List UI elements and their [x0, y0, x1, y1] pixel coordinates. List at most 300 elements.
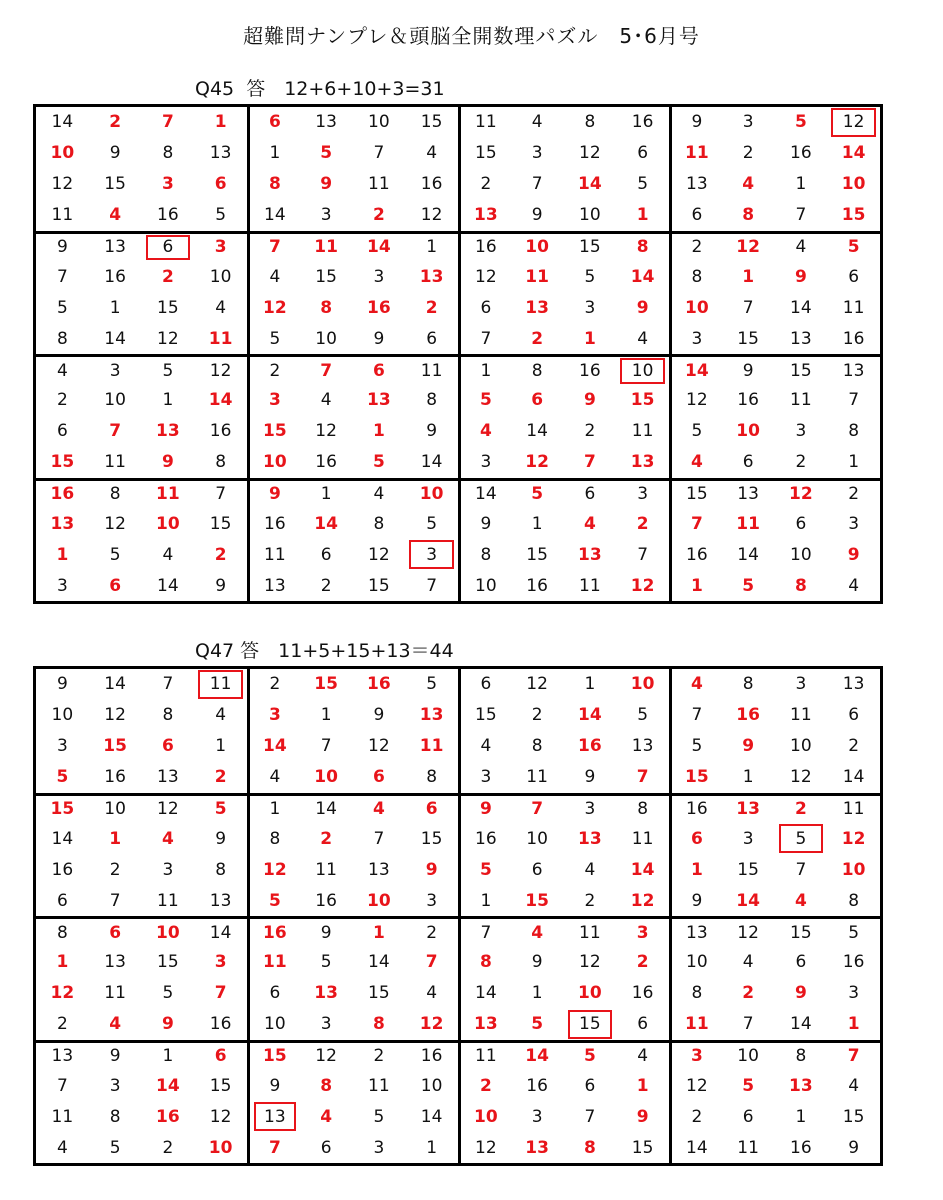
grid-cell: 6 — [247, 978, 300, 1009]
grid-cell: 14 — [737, 544, 759, 565]
grid-cell: 6 — [56, 890, 68, 911]
grid-cell: 3 — [161, 174, 174, 195]
grid-cell: 7 — [531, 174, 543, 195]
grid-cell: 3 — [531, 143, 543, 164]
grid-cell: 7 — [56, 266, 68, 287]
grid-cell: 9 — [458, 508, 511, 539]
grid-cell: 2 — [109, 112, 122, 133]
grid-cell: 4 — [583, 513, 596, 534]
grid-cell: 4 — [109, 1014, 122, 1035]
grid-cell: 16 — [104, 767, 126, 788]
grid-cell: 15 — [841, 205, 866, 226]
grid-cell: 10 — [722, 1040, 775, 1071]
grid-cell: 10 — [511, 231, 564, 262]
grid-cell: 12 — [630, 575, 655, 596]
grid-cell: 10 — [669, 947, 722, 978]
grid-cell: 16 — [458, 231, 511, 262]
grid-cell: 10 — [367, 890, 391, 911]
grid-cell: 15 — [157, 297, 179, 318]
grid-cell: 3 — [109, 1075, 121, 1096]
grid-cell: 16 — [157, 205, 179, 226]
grid-cell: 16 — [104, 266, 126, 287]
grid-cell: 9 — [584, 767, 596, 788]
grid-cell: 10 — [841, 174, 866, 195]
grid-cell: 8 — [162, 143, 174, 164]
grid-cell: 11 — [157, 890, 179, 911]
grid-cell: 7 — [56, 1075, 68, 1096]
grid-cell: 2 — [742, 143, 754, 164]
grid-cell: 9 — [794, 266, 807, 287]
grid-cell: 14 — [841, 143, 866, 164]
grid-cell: 2 — [320, 828, 333, 849]
grid-cell: 5 — [827, 231, 880, 262]
grid-cell: 16 — [156, 1106, 180, 1127]
grid-cell: 2 — [669, 1101, 722, 1132]
q45-answer-label: Q45 答 12+6+10+3=31 — [195, 78, 445, 100]
grid-cell: 12 — [579, 952, 601, 973]
grid-cell: 6 — [194, 1040, 247, 1071]
grid-cell: 13 — [630, 452, 655, 473]
grid-cell: 13 — [631, 736, 654, 757]
grid-cell: 15 — [737, 859, 759, 880]
grid-cell: 8 — [775, 1040, 828, 1071]
grid-cell: 4 — [742, 174, 755, 195]
grid-cell: 4 — [161, 828, 174, 849]
grid-cell: 2 — [669, 231, 722, 262]
grid-cell: 16 — [790, 143, 812, 164]
grid-cell: 9 — [669, 885, 722, 916]
grid-cell: 16 — [209, 421, 232, 442]
grid-cell: 4 — [353, 793, 406, 824]
grid-cell: 13 — [722, 793, 775, 824]
grid-cell: 4 — [162, 544, 174, 565]
grid-cell: 13 — [842, 674, 865, 695]
grid-cell: 11 — [368, 174, 390, 195]
grid-cell: 9 — [36, 231, 89, 262]
grid-cell: 2 — [584, 421, 596, 442]
grid-cell: 14 — [247, 731, 300, 762]
grid-cell: 7 — [109, 890, 121, 911]
grid-cell: 5 — [109, 1137, 121, 1158]
grid-cell: 15 — [669, 478, 722, 509]
grid-cell: 8 — [215, 452, 227, 473]
grid-cell: 11 — [300, 231, 353, 262]
grid-cell: 16 — [631, 983, 654, 1004]
grid-cell: 16 — [737, 390, 759, 411]
grid-cell: 12 — [368, 736, 390, 757]
grid-cell: 11 — [737, 1137, 759, 1158]
grid-cell: 13 — [789, 1075, 813, 1096]
grid-cell: 8 — [320, 297, 333, 318]
grid-cell: 1 — [300, 478, 353, 509]
grid-cell: 7 — [669, 700, 722, 731]
grid-cell: 6 — [89, 916, 142, 947]
grid-cell: 8 — [320, 1075, 333, 1096]
grid-cell: 6 — [320, 1137, 332, 1158]
grid-cell: 4 — [56, 1137, 68, 1158]
grid-cell: 15 — [458, 138, 511, 169]
grid-cell: 12 — [157, 328, 179, 349]
grid-cell: 14 — [104, 328, 126, 349]
grid-cell: 5 — [56, 297, 68, 318]
grid-cell: 10 — [208, 1137, 233, 1158]
grid-cell: 11 — [405, 354, 458, 385]
grid-cell: 6 — [584, 1075, 596, 1096]
grid-cell: 13 — [209, 143, 232, 164]
grid-cell: 11 — [669, 1009, 722, 1040]
grid-cell: 13 — [209, 890, 232, 911]
grid-cell: 4 — [458, 416, 511, 447]
grid-cell: 12 — [775, 478, 828, 509]
grid-cell: 8 — [583, 1137, 596, 1158]
grid-cell: 16 — [315, 890, 337, 911]
grid-cell: 7 — [795, 205, 807, 226]
grid-cell: 7 — [458, 323, 511, 354]
grid-cell: 5 — [215, 205, 227, 226]
grid-cell: 4 — [215, 705, 227, 726]
grid-cell: 9 — [56, 674, 68, 695]
grid-cell: 16 — [842, 952, 865, 973]
grid-cell: 1 — [584, 674, 596, 695]
grid-cell: 13 — [578, 828, 602, 849]
grid-cell: 6 — [531, 859, 543, 880]
grid-cell: 3 — [214, 952, 227, 973]
grid-cell: 2 — [458, 1070, 511, 1101]
grid-cell: 10 — [578, 983, 602, 1004]
grid-cell: 10 — [458, 570, 511, 601]
grid-cell: 11 — [51, 205, 74, 226]
grid-cell: 7 — [194, 478, 247, 509]
grid-cell: 9 — [531, 205, 543, 226]
grid-cell: 9 — [109, 143, 121, 164]
grid-cell: 9 — [583, 390, 596, 411]
grid-cell: 1 — [531, 513, 543, 534]
grid-cell: 2 — [214, 544, 227, 565]
grid-cell: 13 — [669, 916, 722, 947]
grid-cell: 9 — [794, 983, 807, 1004]
grid-cell: 9 — [320, 174, 333, 195]
grid-cell: 7 — [795, 859, 807, 880]
grid-cell: 14 — [630, 859, 655, 880]
grid-cell: 6 — [214, 174, 227, 195]
grid-cell: 5 — [669, 731, 722, 762]
grid-cell: 9 — [742, 736, 755, 757]
grid-cell: 7 — [827, 1040, 880, 1071]
grid-cell: 9 — [531, 952, 543, 973]
grid-cell: 7 — [848, 390, 860, 411]
grid-cell: 2 — [742, 983, 755, 1004]
grid-cell: 4 — [775, 231, 828, 262]
grid-cell: 5 — [426, 674, 438, 695]
grid-cell: 14 — [736, 890, 760, 911]
grid-cell: 9 — [636, 1106, 649, 1127]
grid-cell: 14 — [420, 452, 443, 473]
grid-cell: 2 — [636, 513, 649, 534]
grid-cell: 15 — [458, 700, 511, 731]
grid-cell: 9 — [215, 828, 227, 849]
grid-cell: 13 — [315, 112, 337, 133]
grid-cell: 2 — [848, 736, 860, 757]
grid-cell: 7 — [669, 508, 722, 539]
grid-cell: 9 — [247, 478, 300, 509]
grid-cell: 10 — [315, 328, 337, 349]
grid-cell: 1 — [247, 138, 300, 169]
grid-cell: 12 — [458, 261, 511, 292]
grid-cell: 4 — [215, 297, 227, 318]
grid-cell: 2 — [795, 452, 807, 473]
grid-cell: 12 — [300, 1040, 353, 1071]
grid-cell: 1 — [458, 354, 511, 385]
grid-cell: 4 — [531, 112, 543, 133]
grid-cell: 5 — [109, 544, 121, 565]
grid-cell: 5 — [637, 174, 649, 195]
grid-cell: 12 — [790, 767, 812, 788]
grid-cell: 2 — [775, 793, 828, 824]
grid-cell: 15 — [36, 793, 89, 824]
grid-cell: 6 — [742, 452, 754, 473]
grid-cell: 16 — [564, 354, 617, 385]
grid-cell: 6 — [458, 669, 511, 700]
grid-cell: 15 — [103, 736, 127, 757]
grid-cell: 4 — [742, 952, 754, 973]
grid-cell: 15 — [420, 828, 443, 849]
grid-cell: 15 — [314, 674, 338, 695]
page-title: 超難問ナンプレ＆頭脳全開数理パズル 5･6月号 — [243, 24, 700, 48]
grid-cell: 12 — [722, 916, 775, 947]
grid-cell: 14 — [842, 767, 865, 788]
grid-cell: 5 — [458, 385, 511, 416]
grid-cell: 3 — [669, 323, 722, 354]
grid-cell: 2 — [56, 390, 68, 411]
grid-cell: 8 — [669, 261, 722, 292]
grid-cell: 12 — [419, 1014, 444, 1035]
grid-cell: 14 — [669, 354, 722, 385]
grid-cell: 7 — [161, 112, 174, 133]
grid-cell: 11 — [458, 1040, 511, 1071]
grid-cell: 1 — [636, 205, 649, 226]
grid-cell: 8 — [669, 978, 722, 1009]
grid-cell: 5 — [511, 478, 564, 509]
grid-cell: 1 — [56, 544, 69, 565]
grid-cell: 2 — [584, 890, 596, 911]
grid-cell: 14 — [420, 1106, 443, 1127]
grid-cell: 4 — [320, 1106, 333, 1127]
grid-cell: 16 — [842, 328, 865, 349]
grid-cell: 12 — [841, 828, 866, 849]
grid-cell: 3 — [531, 1106, 543, 1127]
grid-cell: 11 — [368, 1075, 390, 1096]
grid-cell: 3 — [320, 205, 332, 226]
grid-cell: 4 — [458, 731, 511, 762]
grid-cell: 11 — [208, 328, 233, 349]
grid-cell: 10 — [630, 674, 655, 695]
grid-cell: 9 — [426, 421, 438, 442]
grid-cell: 10 — [50, 143, 75, 164]
grid-cell: 6 — [426, 328, 438, 349]
grid-cell: 15 — [157, 952, 179, 973]
grid-cell: 12 — [50, 983, 75, 1004]
grid-cell: 4 — [848, 575, 860, 596]
grid-cell: 8 — [426, 767, 438, 788]
grid-cell: 16 — [367, 674, 391, 695]
grid-cell: 12 — [669, 385, 722, 416]
grid-cell: 8 — [511, 354, 564, 385]
grid-cell: 9 — [161, 452, 174, 473]
grid-cell: 9 — [425, 859, 438, 880]
grid-cell: 8 — [247, 823, 300, 854]
grid-cell: 16 — [367, 297, 391, 318]
grid-cell: 6 — [353, 354, 406, 385]
grid-cell: 6 — [247, 107, 300, 138]
grid-cell: 13 — [669, 169, 722, 200]
grid-cell: 4 — [36, 354, 89, 385]
grid-cell: 14 — [368, 952, 390, 973]
grid-cell: 5 — [669, 416, 722, 447]
grid-cell: 1 — [848, 452, 860, 473]
grid-cell: 8 — [56, 328, 68, 349]
grid-cell: 7 — [425, 952, 438, 973]
grid-cell: 16 — [209, 1014, 232, 1035]
grid-cell: 10 — [247, 447, 300, 478]
grid-cell: 11 — [315, 859, 337, 880]
grid-cell: 7 — [162, 674, 174, 695]
grid-cell: 3 — [320, 1014, 332, 1035]
grid-cell: 6 — [458, 292, 511, 323]
grid-cell: 6 — [795, 952, 807, 973]
grid-cell: 16 — [247, 508, 300, 539]
grid-cell: 5 — [247, 885, 300, 916]
grid-cell: 1 — [405, 231, 458, 262]
grid-cell: 12 — [368, 544, 390, 565]
grid-cell: 7 — [742, 1014, 754, 1035]
grid-cell: 1 — [847, 1014, 860, 1035]
grid-cell: 15 — [368, 575, 390, 596]
grid-cell: 11 — [247, 539, 300, 570]
q45-grid — [33, 104, 883, 604]
grid-cell: 11 — [564, 916, 617, 947]
grid-cell: 7 — [583, 452, 596, 473]
grid-cell: 11 — [631, 421, 654, 442]
grid-cell: 12 — [525, 452, 549, 473]
grid-cell: 14 — [578, 705, 602, 726]
grid-cell: 13 — [104, 952, 126, 973]
grid-cell: 10 — [89, 793, 142, 824]
grid-cell: 11 — [579, 575, 601, 596]
grid-cell: 10 — [790, 544, 812, 565]
grid-cell: 15 — [526, 544, 548, 565]
grid-cell: 10 — [458, 1101, 511, 1132]
grid-cell: 8 — [373, 513, 385, 534]
grid-cell: 11 — [736, 513, 760, 534]
grid-cell: 8 — [215, 859, 227, 880]
grid-cell: 8 — [742, 674, 754, 695]
grid-cell: 14 — [526, 421, 548, 442]
grid-cell: 10 — [104, 390, 126, 411]
grid-cell: 13 — [89, 231, 142, 262]
grid-cell: 4 — [426, 143, 438, 164]
grid-cell: 3 — [795, 674, 807, 695]
grid-cell: 14 — [790, 297, 812, 318]
grid-cell: 12 — [458, 1132, 511, 1163]
grid-cell: 6 — [56, 421, 68, 442]
grid-cell: 3 — [795, 421, 807, 442]
grid-cell: 16 — [458, 823, 511, 854]
grid-cell: 7 — [637, 544, 649, 565]
grid-cell: 10 — [579, 205, 601, 226]
grid-cell: 13 — [722, 478, 775, 509]
grid-cell: 3 — [56, 736, 68, 757]
grid-cell: 7 — [247, 1132, 300, 1163]
grid-cell: 6 — [848, 266, 860, 287]
grid-cell: 12 — [579, 143, 601, 164]
grid-cell: 3 — [426, 890, 438, 911]
grid-cell: 5 — [247, 323, 300, 354]
grid-cell: 7 — [373, 828, 385, 849]
grid-cell: 1 — [742, 767, 754, 788]
grid-cell: 16 — [669, 793, 722, 824]
grid-cell: 7 — [214, 983, 227, 1004]
grid-cell: 2 — [636, 952, 649, 973]
grid-cell: 12 — [722, 231, 775, 262]
grid-cell: 14 — [194, 916, 247, 947]
grid-cell: 14 — [353, 231, 406, 262]
grid-cell: 6 — [531, 390, 544, 411]
grid-cell: 8 — [89, 478, 142, 509]
grid-cell: 9 — [247, 1070, 300, 1101]
grid-cell: 12 — [209, 1106, 232, 1127]
grid-cell: 1 — [247, 793, 300, 824]
grid-cell: 2 — [56, 1014, 68, 1035]
grid-cell: 13 — [790, 328, 812, 349]
grid-cell: 14 — [314, 513, 338, 534]
grid-cell: 4 — [616, 1040, 669, 1071]
grid-cell: 5 — [162, 983, 174, 1004]
grid-cell: 3 — [584, 297, 596, 318]
grid-cell: 11 — [842, 297, 865, 318]
grid-cell: 8 — [247, 169, 300, 200]
grid-cell: 15 — [50, 452, 75, 473]
grid-cell: 7 — [742, 297, 754, 318]
grid-cell: 10 — [405, 478, 458, 509]
grid-cell: 6 — [161, 736, 174, 757]
grid-cell: 2 — [161, 266, 174, 287]
grid-cell: 9 — [848, 1137, 860, 1158]
grid-cell: 7 — [458, 916, 511, 947]
grid-cell: 13 — [367, 390, 391, 411]
grid-cell: 14 — [669, 1132, 722, 1163]
grid-cell: 11 — [525, 266, 549, 287]
grid-cell: 15 — [420, 112, 443, 133]
grid-cell: 1 — [372, 421, 385, 442]
grid-cell: 5 — [320, 143, 333, 164]
grid-cell: 2 — [372, 205, 385, 226]
grid-cell: 16 — [790, 1137, 812, 1158]
grid-cell: 3 — [848, 983, 860, 1004]
grid-cell: 13 — [156, 421, 180, 442]
grid-cell: 13 — [525, 1137, 549, 1158]
grid-cell: 1 — [458, 885, 511, 916]
grid-cell: 5 — [56, 767, 69, 788]
grid-cell: 2 — [109, 859, 121, 880]
grid-cell: 14 — [630, 266, 655, 287]
grid-cell: 13 — [50, 513, 75, 534]
grid-cell: 5 — [426, 513, 438, 534]
grid-cell: 3 — [373, 1137, 385, 1158]
grid-cell: 5 — [742, 575, 755, 596]
answer-cell: 6 — [142, 231, 195, 262]
grid-cell: 13 — [578, 544, 602, 565]
grid-cell: 4 — [511, 916, 564, 947]
